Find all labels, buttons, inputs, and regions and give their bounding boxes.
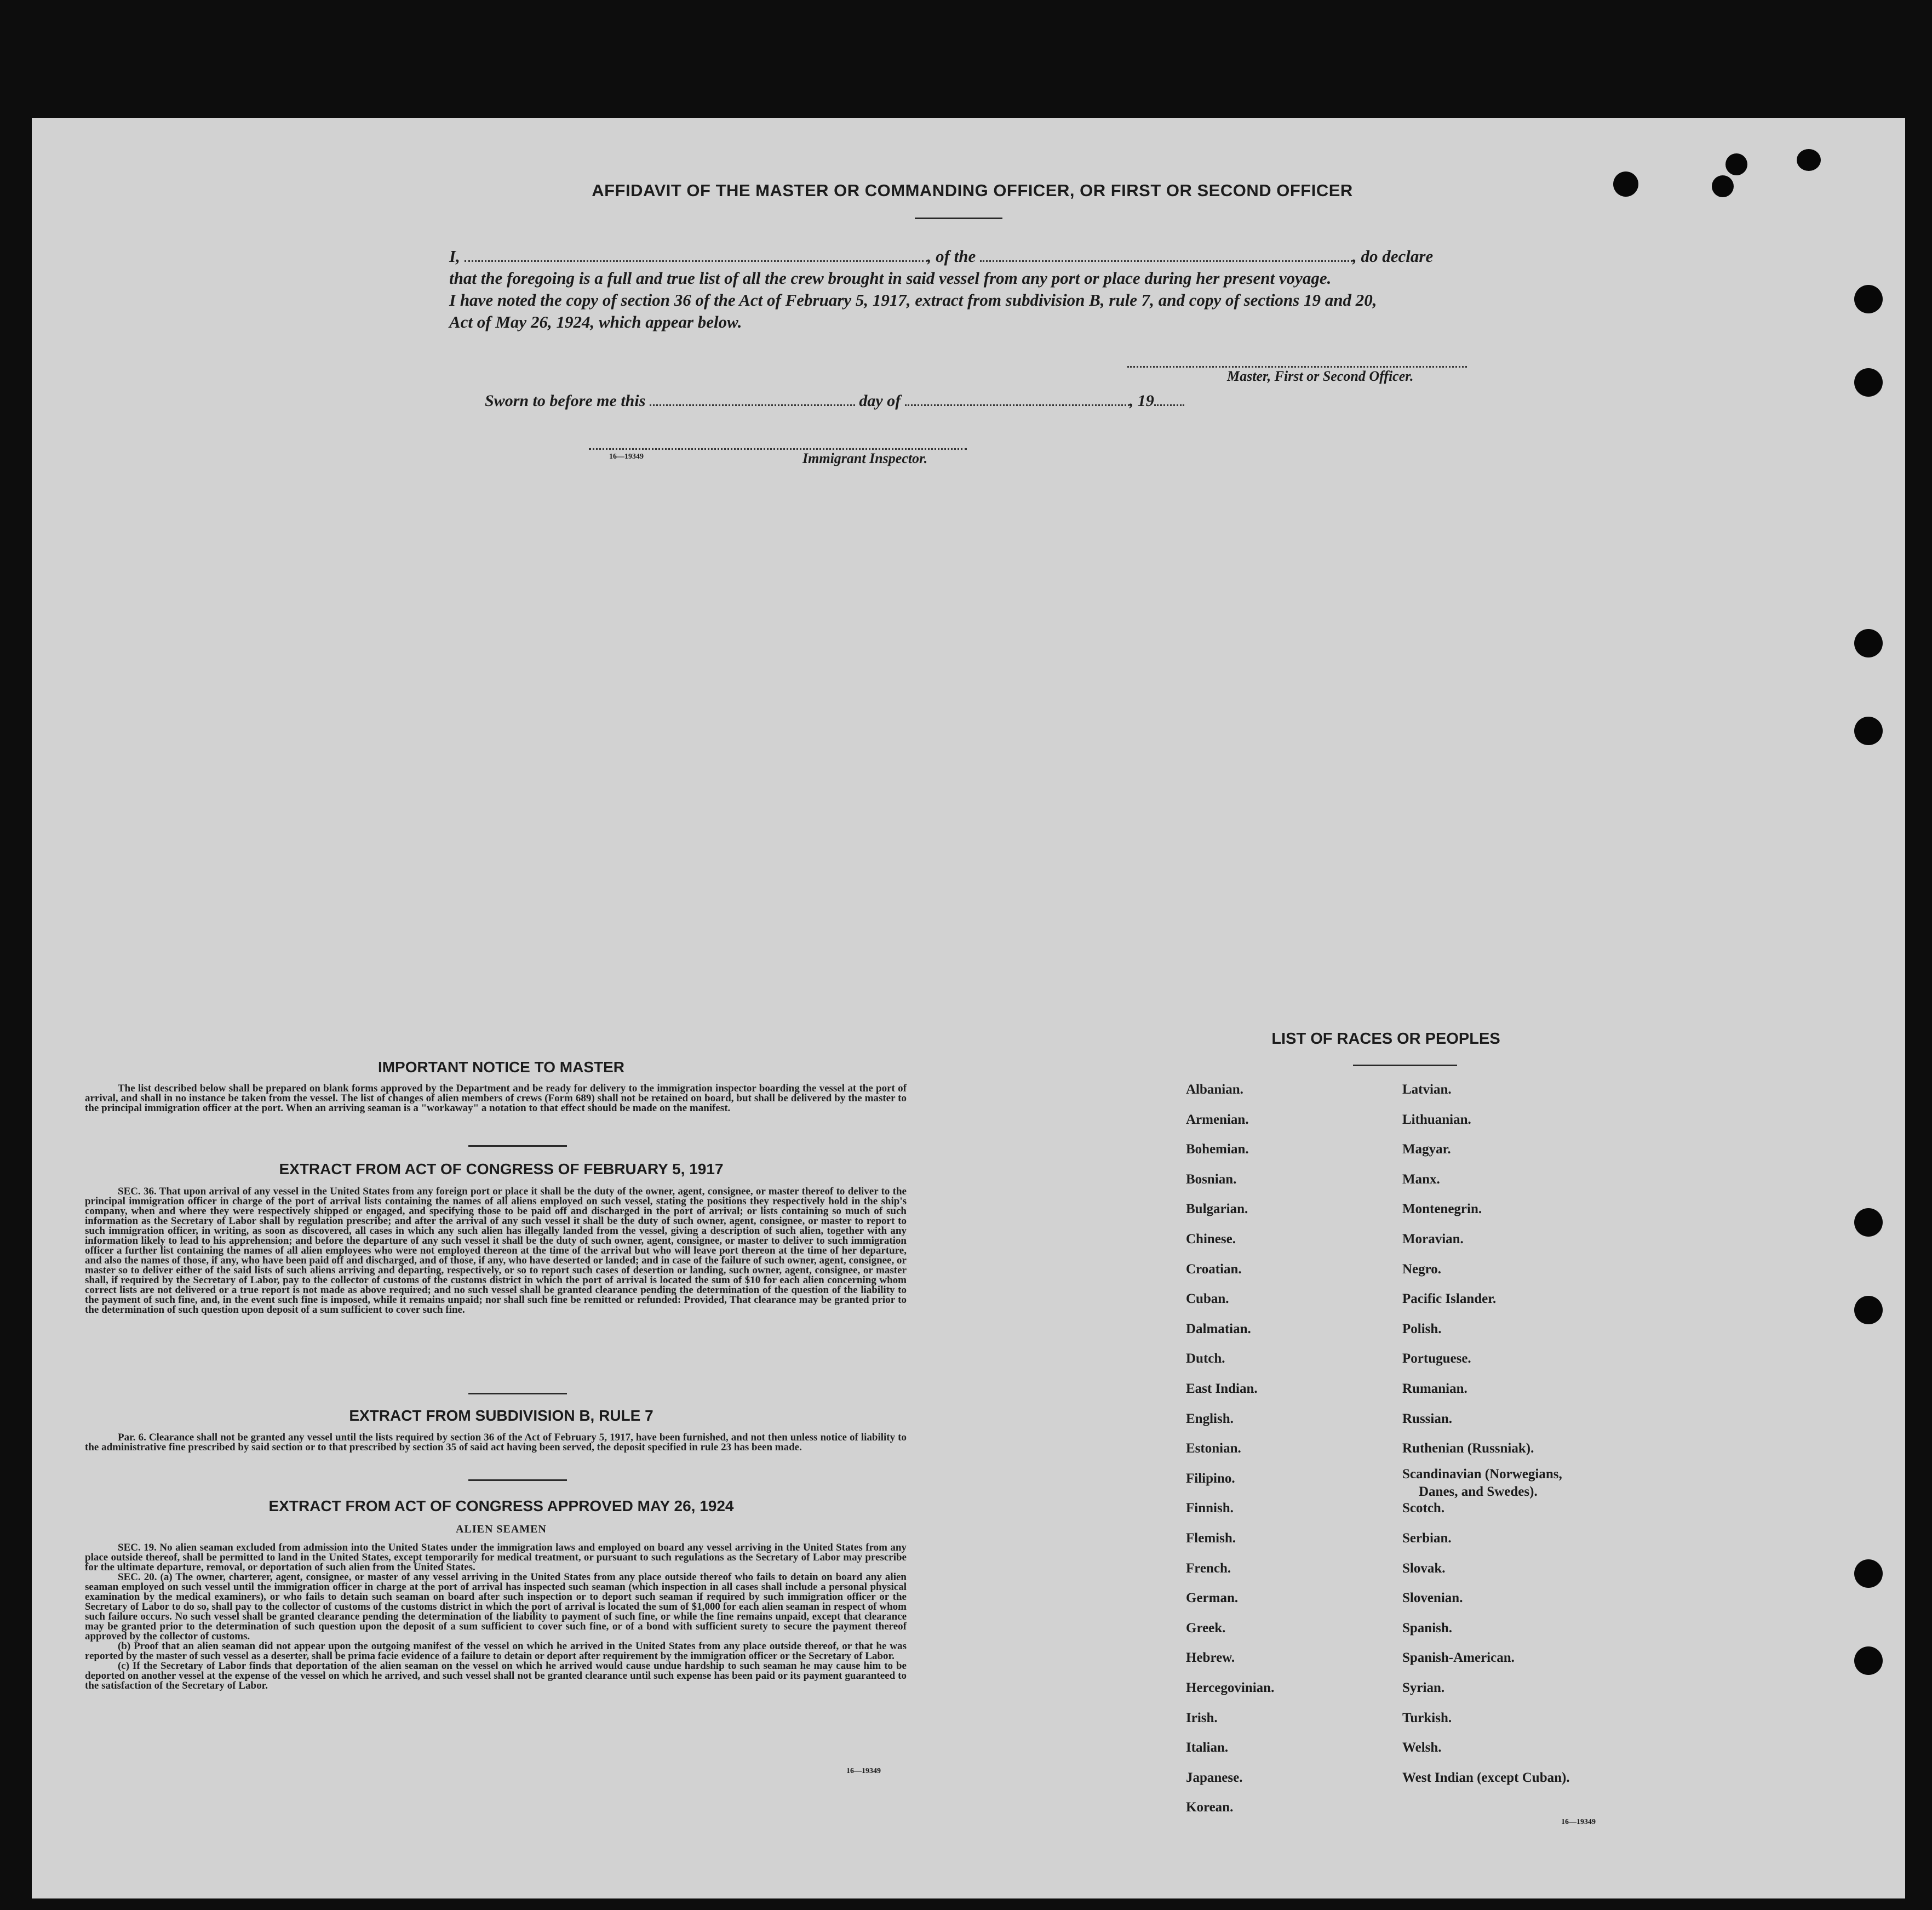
punch-hole <box>1712 175 1734 197</box>
punch-hole <box>1854 1646 1883 1675</box>
race-item: Montenegrin. <box>1402 1202 1482 1216</box>
race-item: East Indian. <box>1186 1381 1258 1396</box>
notice-title: IMPORTANT NOTICE TO MASTER <box>377 1059 625 1076</box>
extract-1924-subtitle: ALIEN SEAMEN <box>456 1523 547 1535</box>
race-item: Bosnian. <box>1186 1172 1237 1187</box>
race-item: Syrian. <box>1402 1680 1445 1695</box>
declaration-line-1 <box>449 245 1490 267</box>
race-item: Filipino. <box>1186 1471 1235 1486</box>
master-signature-line[interactable] <box>1127 366 1467 368</box>
race-item: Hercegovinian. <box>1186 1680 1275 1695</box>
race-item: Estonian. <box>1186 1441 1241 1456</box>
race-item: Bohemian. <box>1186 1142 1249 1157</box>
declaration-line-3: I have noted the copy of section 36 of the Act of February 5, 1917, extract from subdivision B, rule 7, and copy of sections 19 and 20, <box>449 290 1377 310</box>
punch-hole <box>1854 1296 1883 1324</box>
race-item: Spanish-American. <box>1402 1650 1515 1665</box>
form-number-bottom: 16—19349 <box>846 1767 881 1775</box>
declaration-line-2: that the foregoing is a full and true list of all the crew brought in said vessel from any port or place during her present voyage. <box>449 268 1332 288</box>
inspector-label: Immigrant Inspector. <box>802 450 928 466</box>
title-divider <box>915 218 1002 219</box>
punch-hole <box>1797 149 1821 171</box>
declaration-line-4: Act of May 26, 1924, which appear below. <box>449 312 742 331</box>
section-20a-text: SEC. 20. (a) The owner, charterer, agent, consignee, or master of any vessel arriving in the United States from any place outside thereof who fails to detain on board any alien seaman employed on such vessel until the immigration officer in charge at the port of arrival has inspected such seaman (which inspection in all cases shall include a personal physical examination by the medical examiners), or who fails to detain such seaman on board after such inspection or to deport such seaman if required by such immigration officer or the Secretary of Labor to do so, shall pay to the collector of customs of the customs district in which the port of arrival is located the sum of $1,000 for each alien seaman in respect of whom such failure occurs. No such vessel shall be granted clearance pending the determination of the liability to payment of such fine, or while the fine remains unpaid, except that clearance may be granted prior to the determination of such question upon the deposit of a sum sufficient to cover such fine, or of a bond with sufficient surety to secure the payment thereof approved by the collector of customs. <box>85 1571 907 1642</box>
year-label: , 19 <box>1129 392 1154 410</box>
race-item: West Indian (except Cuban). <box>1402 1770 1570 1785</box>
punch-hole <box>1725 153 1747 175</box>
race-item: Dalmatian. <box>1186 1322 1251 1336</box>
races-title: LIST OF RACES OR PEOPLES <box>1271 1030 1500 1048</box>
i-label: I, <box>449 247 460 266</box>
race-item: Ruthenian (Russniak). <box>1402 1441 1534 1456</box>
race-item: Scandinavian (Norwegians, <box>1402 1467 1562 1482</box>
punch-hole <box>1854 285 1883 313</box>
section-20c-text: (c) If the Secretary of Labor finds that deportation of the alien seaman on the vessel on which he arrived would cause undue hardship to such seaman he may cause him to be deported on another vessel at the expense of the vessel on which he arrived, and such vessel shall not be granted clearance until such expense has been paid or its payment guaranteed to the satisfaction of the Secretary of Labor. <box>85 1660 907 1691</box>
race-item: Armenian. <box>1186 1112 1249 1127</box>
form-number-top: 16—19349 <box>609 453 644 461</box>
race-item: Italian. <box>1186 1740 1229 1755</box>
punch-hole <box>1613 171 1638 197</box>
race-item: Korean. <box>1186 1800 1234 1815</box>
extract-1917-title: EXTRACT FROM ACT OF CONGRESS OF FEBRUARY 5, 1917 <box>279 1160 724 1177</box>
extract-rule7-divider <box>468 1479 567 1481</box>
race-item: Chinese. <box>1186 1232 1236 1246</box>
extract-rule7-title: EXTRACT FROM SUBDIVISION B, RULE 7 <box>349 1407 653 1424</box>
do-declare-label: , do declare <box>1352 247 1434 266</box>
affidavit-title: AFFIDAVIT OF THE MASTER OR COMMANDING OFFICER, OR FIRST OR SECOND OFFICER <box>592 181 1353 200</box>
race-item: Rumanian. <box>1402 1381 1467 1396</box>
race-item: Turkish. <box>1402 1711 1452 1725</box>
race-item: Slovenian. <box>1402 1591 1463 1605</box>
section-19-text: SEC. 19. No alien seaman excluded from admission into the United States under the immigration laws and employed on board any vessel arriving in the United States from any place outside thereof, shall be permitted to land in the United States, except temporarily for medical treatment, or pursuant to such regulations as the Secretary of Labor may prescribe for the ultimate departure, removal, or deportation of such alien from the United States. <box>85 1542 907 1573</box>
affidavit-declaration <box>449 245 1490 333</box>
race-item: Welsh. <box>1402 1740 1442 1755</box>
race-item: Greek. <box>1186 1621 1226 1635</box>
race-item: Moravian. <box>1402 1232 1464 1246</box>
extract-rule7-text: Par. 6. Clearance shall not be granted any vessel until the lists required by section 36 of the Act of February 5, 1917, have been furnished, and not then unless notice of liability to the administrative fine prescribed by said section or to that prescribed by section 35 of said act having been served, the deposit specified in rule 23 has been made. <box>85 1432 907 1453</box>
races-divider <box>1353 1065 1457 1066</box>
race-item: Russian. <box>1402 1411 1453 1426</box>
race-item: Cuban. <box>1186 1291 1229 1306</box>
of-the-label: , of the <box>927 247 976 266</box>
race-item: Magyar. <box>1402 1142 1451 1157</box>
race-item: Polish. <box>1402 1322 1442 1336</box>
race-item: German. <box>1186 1591 1239 1605</box>
sworn-day-field[interactable] <box>650 390 855 406</box>
race-item: Hebrew. <box>1186 1650 1235 1665</box>
race-item: Albanian. <box>1186 1082 1243 1097</box>
race-item: Portuguese. <box>1402 1351 1471 1366</box>
races-form-number: 16—19349 <box>1561 1818 1596 1826</box>
race-item: Danes, and Swedes). <box>1419 1484 1538 1499</box>
race-item: French. <box>1186 1561 1231 1576</box>
punch-hole <box>1854 1559 1883 1588</box>
race-item: Japanese. <box>1186 1770 1243 1785</box>
race-item: Manx. <box>1402 1172 1440 1187</box>
punch-hole <box>1854 1208 1883 1237</box>
extract-1924-title: EXTRACT FROM ACT OF CONGRESS APPROVED MAY 26, 1924 <box>268 1497 734 1514</box>
punch-hole <box>1854 717 1883 745</box>
race-item: Slovak. <box>1402 1561 1446 1576</box>
extract-1924-body <box>85 1543 907 1691</box>
notice-divider <box>468 1145 567 1147</box>
race-item: Finnish. <box>1186 1501 1234 1516</box>
race-item: Negro. <box>1402 1262 1442 1277</box>
punch-hole <box>1854 629 1883 657</box>
vessel-field[interactable] <box>980 246 1352 262</box>
section-20b-text: (b) Proof that an alien seaman did not appear upon the outgoing manifest of the vessel on which he arrived in the United States from any place outside thereof, or that he was reported by the master of such vessel as a deserter, shall be prima facie evidence of a failure to detain or deport after requirement by the immigration officer or the Secretary of Labor. <box>85 1640 907 1662</box>
race-item: Serbian. <box>1402 1531 1452 1546</box>
race-item: Irish. <box>1186 1711 1218 1725</box>
sworn-year-field[interactable] <box>1154 390 1184 406</box>
punch-hole <box>1854 368 1883 397</box>
race-item: Lithuanian. <box>1402 1112 1471 1127</box>
race-item: Croatian. <box>1186 1262 1242 1277</box>
sworn-label: Sworn to before me this <box>485 392 646 410</box>
race-item: Pacific Islander. <box>1402 1291 1497 1306</box>
sworn-row <box>485 390 1184 410</box>
name-field[interactable] <box>465 246 927 262</box>
inspector-signature-line[interactable] <box>589 448 967 450</box>
race-item: English. <box>1186 1411 1234 1426</box>
sworn-month-field[interactable] <box>905 390 1130 406</box>
notice-text: The list described below shall be prepared on blank forms approved by the Department and be ready for delivery to the immigration inspector boarding the vessel at the port of arrival, and shall in no instance be taken from the vessel. The list of changes of alien members of crews (Form 689) shall not be retained on board, but shall be delivered by the master to the principal immigration officer at the port. When an arriving seaman is a "workaway" a notation to that effect should be made on the manifest. <box>85 1083 907 1114</box>
race-item: Spanish. <box>1402 1621 1453 1635</box>
race-item: Flemish. <box>1186 1531 1236 1546</box>
race-item: Scotch. <box>1402 1501 1445 1516</box>
day-of-label: day of <box>859 392 901 410</box>
race-item: Bulgarian. <box>1186 1202 1248 1216</box>
race-item: Dutch. <box>1186 1351 1225 1366</box>
extract-1917-text: SEC. 36. That upon arrival of any vessel in the United States from any foreign port or place it shall be the duty of the owner, agent, consignee, or master thereof to deliver to the principal immigration officer in charge of the port of arrival lists containing the names of all aliens employed on such vessel, stating the positions they respectively hold in the ship's company, when and where they were respectively shipped or engaged, and specifying those to be paid off and discharged in the port of arrival; or lists containing so much of such information as the Secretary of Labor shall by regulation prescribe; and after the arrival of any such vessel it shall be the duty of such owner, agent, consignee, or master to report to such immigration officer, in writing, as soon as discovered, all cases in which any such alien has illegally landed from the vessel, giving a description of such alien, together with any information likely to lead to his apprehension; and before the departure of any such vessel it shall be the duty of such owner, agent, consignee, or master to deliver to such immigration officer a further list containing the names of all alien employees who were not employed thereon at the time of the arrival but who will leave port thereon at the time of her departure, and also the names of those, if any, who have been paid off and discharged, and of those, if any, who have deserted or landed; and in case of the failure of such owner, agent, consignee, or master so to deliver either of the said lists of such aliens arriving and departing, respectively, or so to report such cases of desertion or landing, such owner, agent, consignee, or master shall, if required by the Secretary of Labor, pay to the collector of customs of the customs district in which the port of arrival is located the sum of $10 for each alien concerning whom correct lists are not delivered or a true report is not made as above required; and no such vessel shall be granted clearance pending the determination of the question of the liability to the payment of such fine, and, in the event such fine is imposed, while it remains unpaid; nor shall such fine be remitted or refunded: Provided, That clearance may be granted prior to the determination of such question upon deposit of a sum sufficient to cover such fine. <box>85 1186 907 1316</box>
extract-1917-divider <box>468 1393 567 1394</box>
race-item: Latvian. <box>1402 1082 1452 1097</box>
master-label: Master, First or Second Officer. <box>1227 368 1414 384</box>
